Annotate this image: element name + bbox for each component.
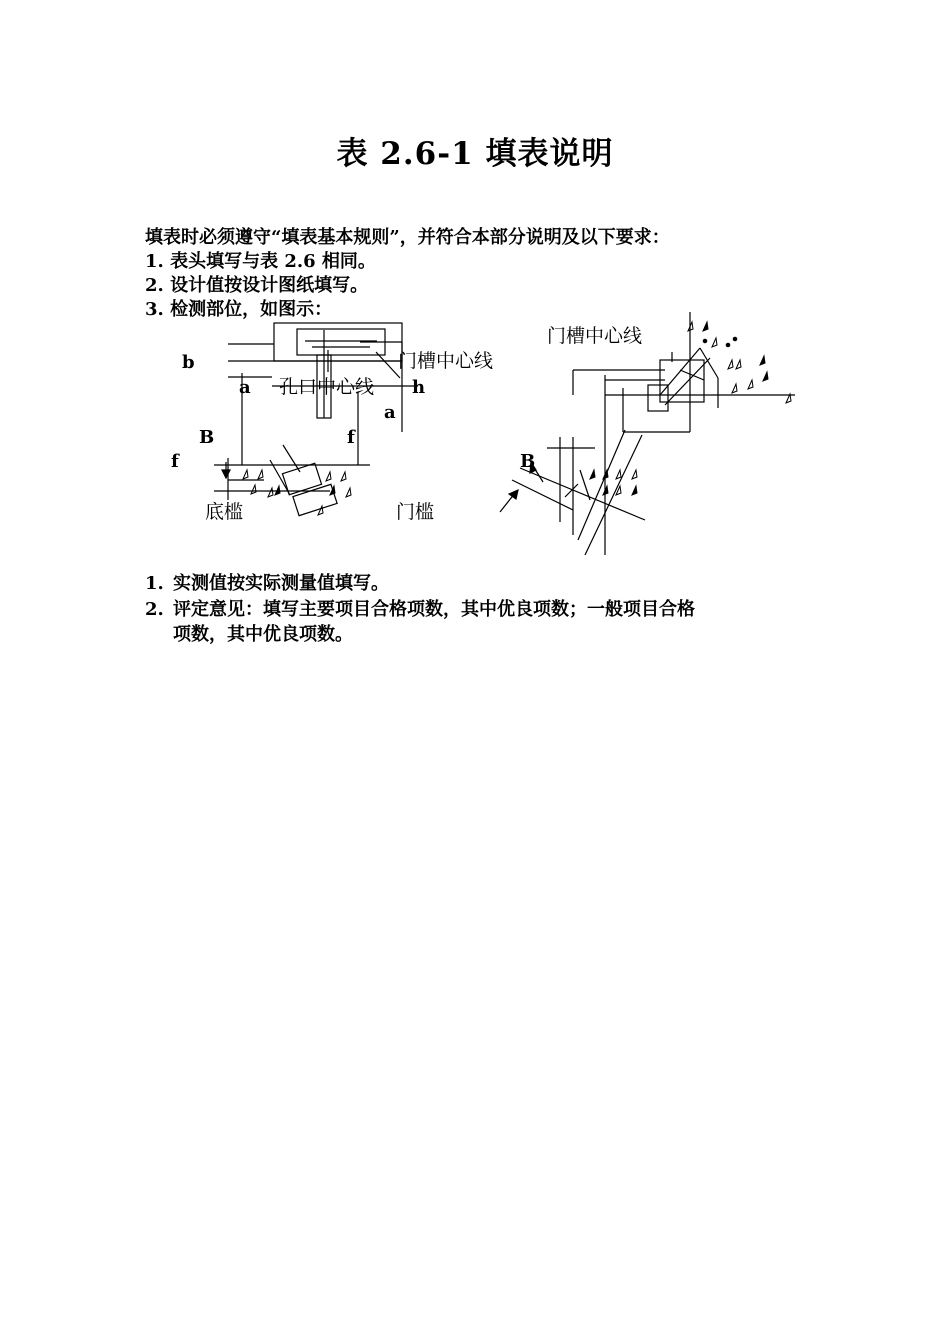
label-B-right: B	[520, 451, 536, 472]
item-number: 1.	[145, 251, 164, 272]
right-slot-drawing	[573, 312, 795, 555]
label-a-right: a	[384, 402, 396, 423]
arrows	[222, 462, 543, 512]
item-text: 检测部位，如图示：	[170, 299, 333, 320]
item-text: 设计值按设计图纸填写。	[170, 275, 369, 296]
item-text: 表头填写与表 2.6 相同。	[170, 251, 376, 272]
label-gate-slot-centerline-left: 门槽中心线	[398, 350, 494, 372]
item-number: 1.	[145, 573, 164, 594]
right-sill-drawing	[512, 430, 645, 555]
label-f-left: f	[171, 451, 179, 472]
bottom-item-2-continuation: 项数，其中优良项数。	[173, 624, 353, 645]
label-b: b	[182, 352, 195, 373]
bottom-item-2	[145, 598, 695, 622]
item-text: 实测值按实际测量值填写。	[173, 573, 389, 594]
item-text: 评定意见：填写主要项目合格项数，其中优良项数；一般项目合格	[173, 599, 695, 620]
item-number: 2.	[145, 599, 164, 620]
intro-text: 填表时必须遵守“填表基本规则”，并符合本部分说明及以下要求：	[145, 227, 670, 248]
label-hole-centerline: 孔口中心线	[279, 376, 375, 398]
label-B-left: B	[199, 427, 215, 448]
label-bottom-sill: 底槛	[205, 501, 244, 523]
item-number: 2.	[145, 275, 164, 296]
label-f-top: f	[347, 427, 355, 448]
label-h: h	[412, 377, 426, 398]
label-a-left: a	[239, 377, 251, 398]
page-title: 表 2.6-1 填表说明	[336, 136, 614, 172]
inspection-diagram	[0, 0, 950, 560]
label-gate-slot-centerline-right: 门槽中心线	[547, 325, 643, 347]
label-gate-sill: 门槛	[396, 501, 435, 523]
bottom-item-1	[145, 572, 389, 596]
item-number: 3.	[145, 299, 164, 320]
